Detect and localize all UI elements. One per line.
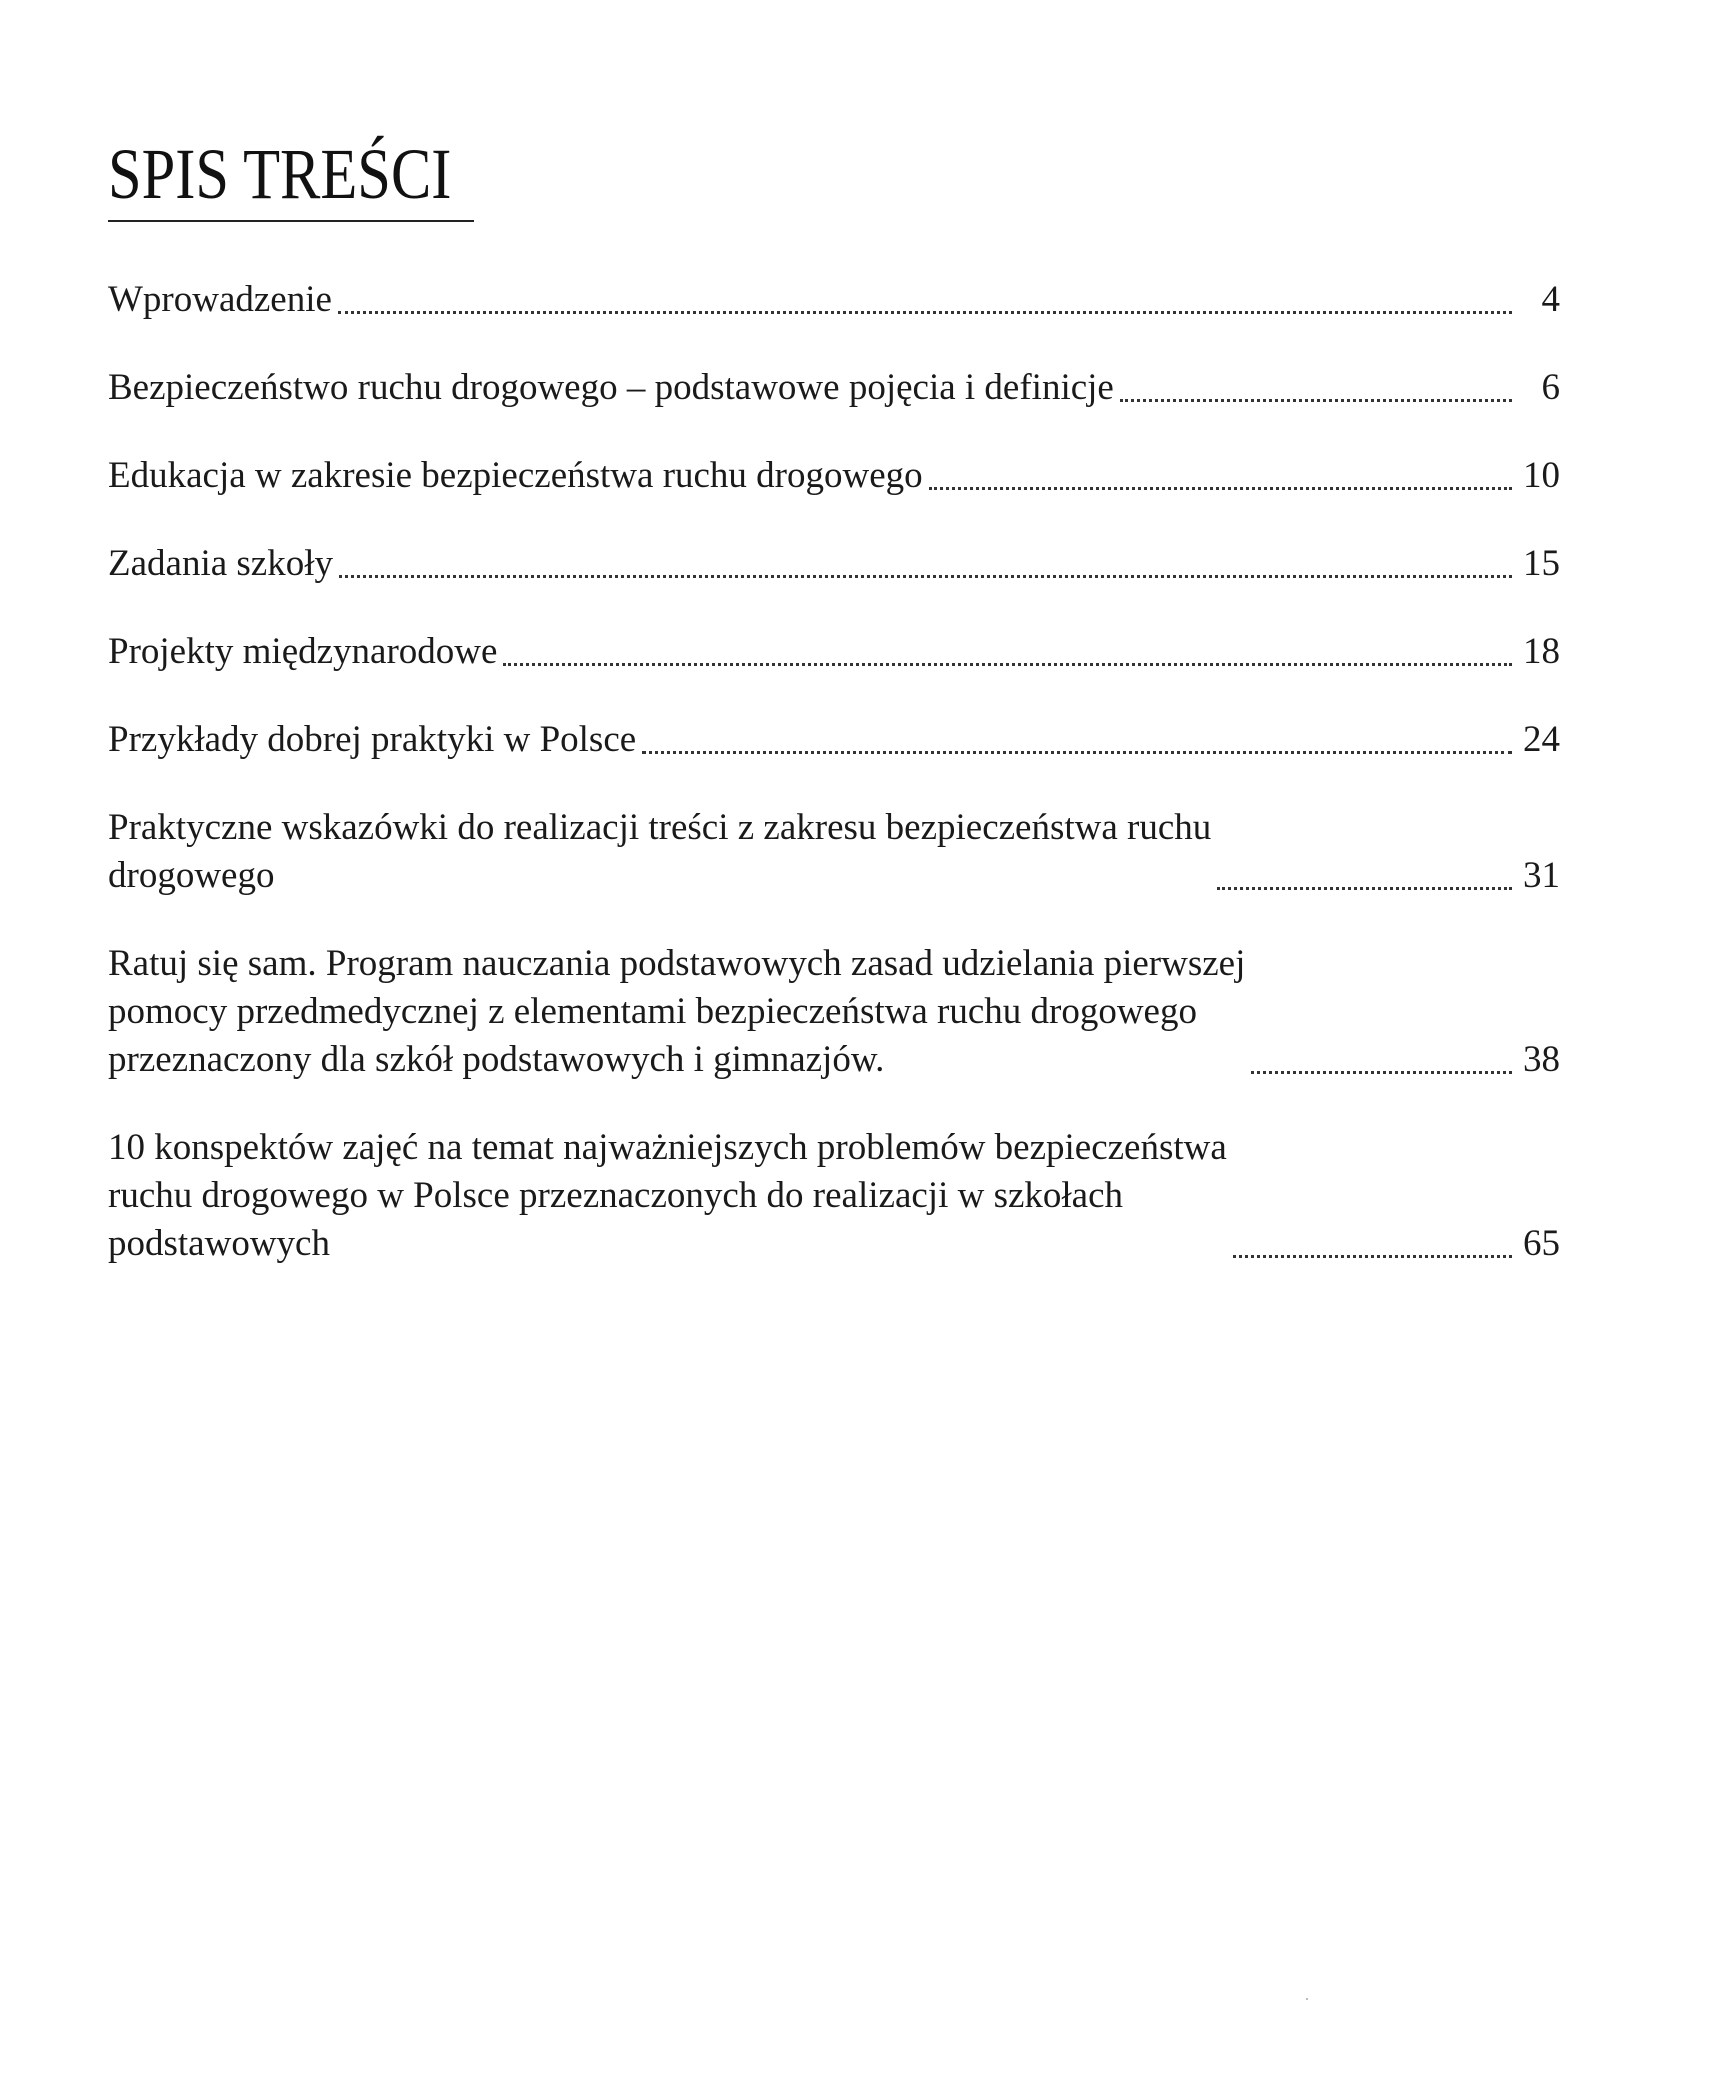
toc-entry-title: 10 konspektów zajęć na temat najważniejszych problemów bezpieczeństwa ruchu drogowego w Polsce przeznaczonych do realizacji w szkołach podstawowych: [108, 1127, 1227, 1264]
toc-entry: [108, 364, 1560, 412]
toc-entry-title: Edukacja w zakresie bezpieczeństwa ruchu drogowego: [108, 455, 923, 496]
dot-leader: [1217, 887, 1512, 890]
dot-leader: [503, 663, 1512, 666]
toc-entry-page: 6: [1541, 367, 1560, 408]
toc-entry: [108, 452, 1560, 500]
title-underline: [108, 220, 474, 222]
scan-speck: [1306, 1998, 1308, 2000]
toc-entry-title: Projekty międzynarodowe: [108, 631, 498, 672]
dot-leader: [339, 575, 1512, 578]
toc-entry: [108, 1124, 1560, 1268]
dot-leader: [929, 487, 1512, 490]
toc-entry: [108, 540, 1560, 588]
toc-entry: [108, 276, 1560, 324]
toc-entry-title: Przykłady dobrej praktyki w Polsce: [108, 719, 637, 760]
toc-entry-page: 4: [1541, 279, 1560, 320]
dot-leader: [1233, 1255, 1512, 1258]
toc-title: SPIS TREŚCI: [108, 134, 452, 214]
toc-entry-page: 31: [1523, 855, 1560, 896]
dot-leader: [642, 751, 1512, 754]
toc-entry-page: 15: [1523, 543, 1560, 584]
toc-entry: [108, 940, 1560, 1084]
toc-entry-title: Bezpieczeństwo ruchu drogowego – podstawowe pojęcia i definicje: [108, 367, 1114, 408]
toc-entry-title: Praktyczne wskazówki do realizacji treści z zakresu bezpieczeństwa ruchu drogowego: [108, 807, 1212, 896]
toc-entry-page: 24: [1523, 719, 1560, 760]
toc-entry-page: 18: [1523, 631, 1560, 672]
toc-entry-page: 65: [1523, 1223, 1560, 1264]
toc-entry: [108, 628, 1560, 676]
toc-entry-page: 38: [1523, 1039, 1560, 1080]
dot-leader: [1120, 399, 1512, 402]
toc-entry-title: Zadania szkoły: [108, 543, 333, 584]
toc-entry: [108, 716, 1560, 764]
toc-entry: [108, 804, 1560, 900]
toc-entry-title: Ratuj się sam. Program nauczania podstawowych zasad udzielania pierwszej pomocy przedmedycznej z elementami bezpieczeństwa ruchu drogowego przeznaczony dla szkół podstawowych i gimnazjów.: [108, 943, 1246, 1080]
toc-entry-page: 10: [1523, 455, 1560, 496]
dot-leader: [1251, 1071, 1512, 1074]
toc-entry-title: Wprowadzenie: [108, 279, 332, 320]
toc-list: [108, 276, 1560, 1308]
dot-leader: [338, 311, 1512, 314]
